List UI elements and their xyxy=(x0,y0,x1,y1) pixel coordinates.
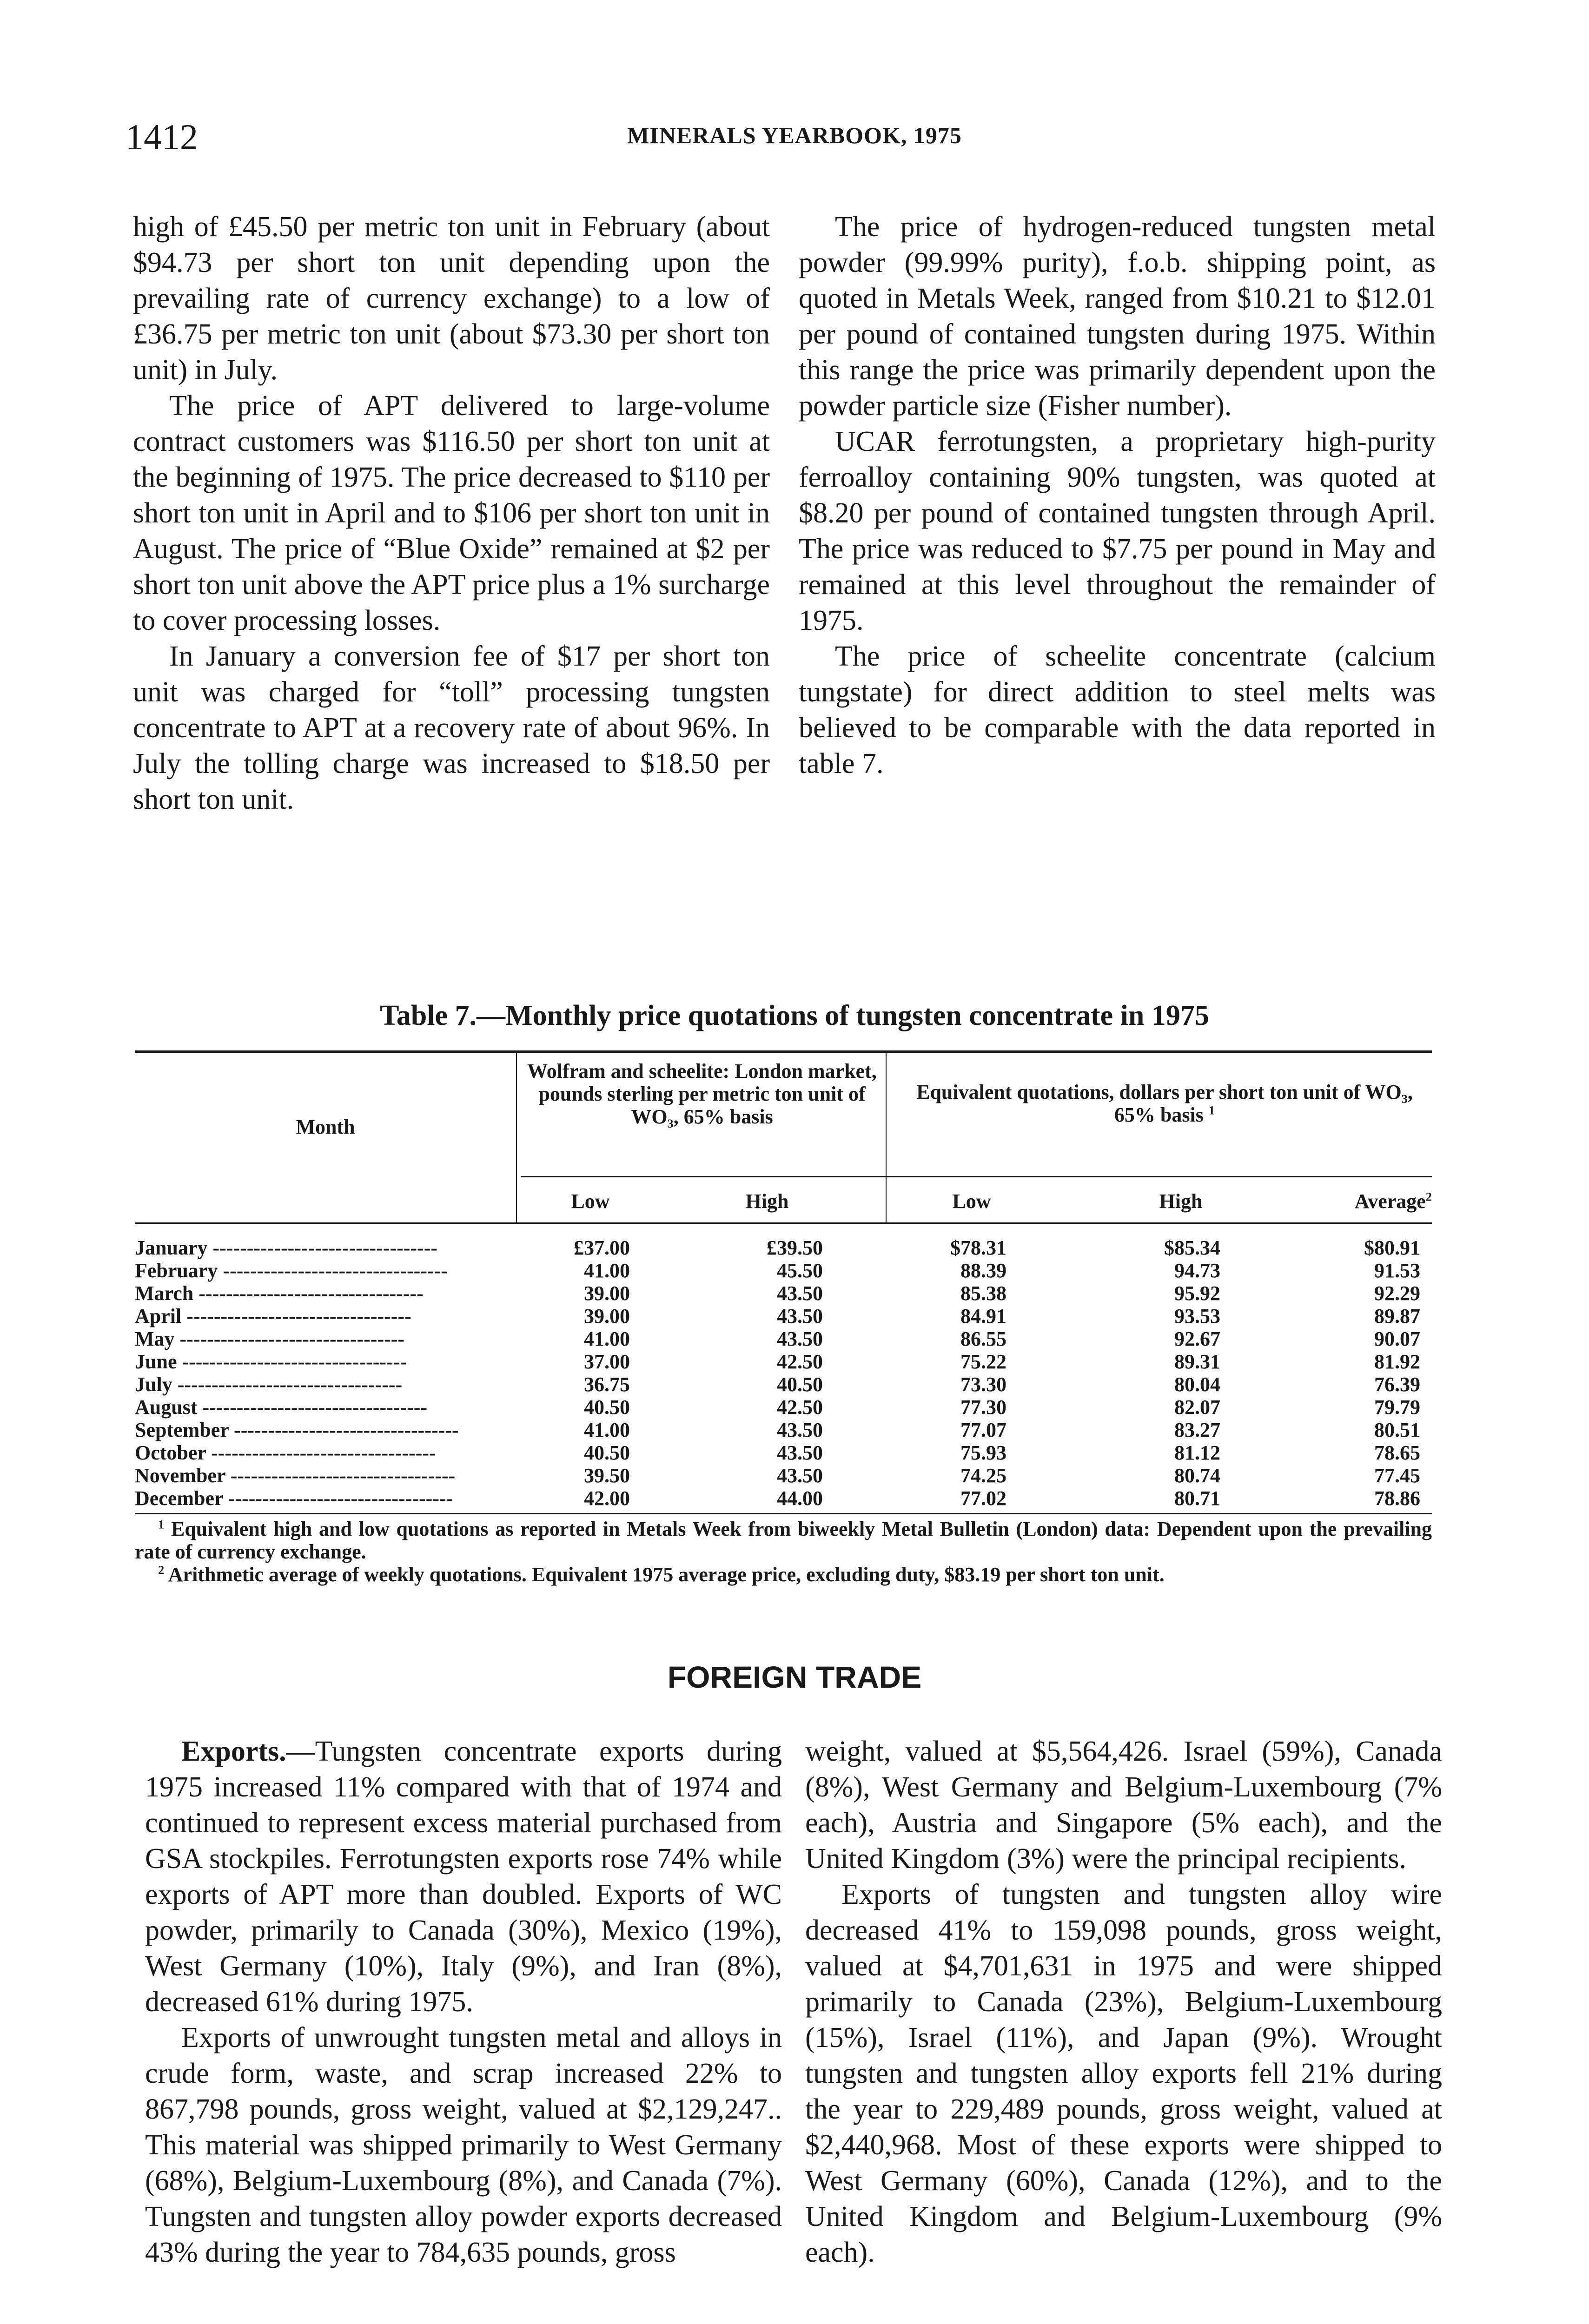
month-cell: September --------------------------------- xyxy=(135,1419,459,1441)
month-cell: June --------------------------------- xyxy=(135,1350,407,1373)
dollar-low-cell: 85.38 xyxy=(960,1282,1006,1305)
month-cell: December --------------------------------- xyxy=(135,1487,453,1510)
top-left-column xyxy=(133,209,770,818)
month-name: March xyxy=(135,1282,194,1305)
london-market-header: Wolfram and scheelite: London market, pounds sterling per metric ton unit of WO₃, 65% basis xyxy=(527,1060,877,1128)
london-low-cell: 39.00 xyxy=(584,1282,630,1305)
london-low-cell: 41.00 xyxy=(584,1259,630,1282)
average-cell: 81.92 xyxy=(1374,1350,1420,1373)
average-cell: 79.79 xyxy=(1374,1396,1420,1419)
average-cell: 80.51 xyxy=(1374,1419,1420,1441)
dollar-high-cell: 83.27 xyxy=(1174,1419,1220,1441)
month-name: April xyxy=(135,1305,182,1327)
london-high-cell: 42.50 xyxy=(777,1396,823,1419)
london-high-cell: 43.50 xyxy=(777,1327,823,1350)
paragraph: UCAR ferrotungsten, a proprietary high-purity ferroalloy containing 90% tungsten, was quoted at $8.20 per pound of contained tungsten through April. The price was reduced to $7.75 per pound in May and remained at this level throughout the remainder of 1975. xyxy=(799,426,1436,636)
month-name: November xyxy=(135,1464,225,1487)
top-right-column xyxy=(799,209,1436,782)
month-cell: May --------------------------------- xyxy=(135,1327,405,1350)
exports-lead: Exports. xyxy=(181,1736,286,1767)
month-cell: February --------------------------------- xyxy=(135,1259,448,1282)
month-cell: January --------------------------------- xyxy=(135,1236,438,1259)
paragraph: In January a conversion fee of $17 per short ton unit was charged for “toll” processing tungsten concentrate to APT at a recovery rate of about 96%. In July the tolling charge was increased to $18.50 per short ton unit. xyxy=(133,640,770,815)
london-low-cell: 37.00 xyxy=(584,1350,630,1373)
month-name: December xyxy=(135,1487,223,1510)
month-cell: April --------------------------------- xyxy=(135,1305,411,1327)
month-cell: August --------------------------------- xyxy=(135,1396,428,1419)
exports-text: —Tungsten concentrate exports during 1975 increased 11% compared with that of 1974 and continued to represent excess material purchased from GSA stockpiles. Ferrotungsten exports rose 74% while exports of APT more than doubled. Exports of WC powder, primarily to Canada (30%), Mexico (19%), West Germany (10%), Italy (9%), and Iran (8%), decreased 61% during 1975. xyxy=(145,1736,782,2018)
month-name: September xyxy=(135,1419,229,1441)
paragraph: weight, valued at $5,564,426. Israel (59%), Canada (8%), West Germany and Belgium-Luxembourg (7% each), Austria and Singapore (5% each), and the United Kingdom (3%) were the principal recipients. xyxy=(805,1736,1442,1875)
average-header xyxy=(1292,1190,1432,1213)
london-low-header: Low xyxy=(571,1190,610,1213)
month-name: October xyxy=(135,1441,206,1464)
table-row xyxy=(0,1464,1441,1487)
page-number: 1412 xyxy=(126,117,198,157)
average-cell: 76.39 xyxy=(1374,1373,1420,1396)
london-low-cell: 40.50 xyxy=(584,1396,630,1419)
table-top-rule xyxy=(135,1050,1432,1053)
paragraph: high of £45.50 per metric ton unit in February (about $94.73 per short ton unit depending upon the prevailing rate of currency exchange) to a low of £36.75 per metric ton unit (about $73.30 per short ton unit) in July. xyxy=(133,211,770,386)
paragraph xyxy=(145,1734,782,2020)
dollar-low-cell: 77.07 xyxy=(960,1419,1006,1441)
london-high-cell: 43.50 xyxy=(777,1441,823,1464)
footnote-ref: 1 xyxy=(1208,1103,1215,1117)
dollar-low-cell: 75.93 xyxy=(960,1441,1006,1464)
paragraph: The price of scheelite concentrate (calcium tungstate) for direct addition to steel melts was believed to be comparable with the data reported in table 7. xyxy=(799,640,1436,779)
london-low-cell: 36.75 xyxy=(584,1373,630,1396)
table-row xyxy=(0,1282,1441,1305)
dollar-high-cell: 80.04 xyxy=(1174,1373,1220,1396)
bottom-left-column xyxy=(145,1734,782,2271)
london-low-cell: 41.00 xyxy=(584,1419,630,1441)
month-name: June xyxy=(135,1350,177,1373)
month-name: July xyxy=(135,1373,172,1396)
average-cell: 92.29 xyxy=(1374,1282,1420,1305)
dollar-high-cell: 93.53 xyxy=(1174,1305,1220,1327)
month-cell: October --------------------------------- xyxy=(135,1441,436,1464)
average-cell: 89.87 xyxy=(1374,1305,1420,1327)
month-cell: November --------------------------------- xyxy=(135,1464,456,1487)
equivalent-header-text: Equivalent quotations, dollars per short ton unit of WO₃, 65% basis xyxy=(916,1081,1413,1126)
column-divider xyxy=(886,1053,887,1222)
table-row xyxy=(0,1373,1441,1396)
dollar-high-header: High xyxy=(1159,1190,1203,1213)
london-high-cell: 42.50 xyxy=(777,1350,823,1373)
paragraph: Exports of tungsten and tungsten alloy wire decreased 41% to 159,098 pounds, gross weight, valued at $4,701,631 in 1975 and were shipped primarily to Canada (23%), Belgium-Luxembourg (15%), Israel (11%), and Japan (9%). Wrought tungsten and tungsten alloy exports fell 21% during the year to 229,489 pounds, gross weight, valued at $2,440,968. Most of these exports were shipped to West Germany (60%), Canada (12%), and to the United Kingdom and Belgium-Luxembourg (9% each). xyxy=(805,1879,1442,2268)
london-low-cell: £37.00 xyxy=(574,1236,630,1259)
dollar-high-cell: 80.74 xyxy=(1174,1464,1220,1487)
london-low-cell: 40.50 xyxy=(584,1441,630,1464)
dollar-low-cell: $78.31 xyxy=(950,1236,1006,1259)
dollar-high-cell: 82.07 xyxy=(1174,1396,1220,1419)
table-row xyxy=(0,1327,1441,1350)
dollar-high-cell: $85.34 xyxy=(1164,1236,1220,1259)
footnote-text: Equivalent high and low quotations as reported in Metals Week from biweekly Metal Bulletin (London) data: Dependent upon the prevailing rate of currency exchange. xyxy=(135,1518,1432,1563)
london-high-cell: 43.50 xyxy=(777,1282,823,1305)
london-high-cell: 43.50 xyxy=(777,1305,823,1327)
table-title: Table 7.—Monthly price quotations of tungsten concentrate in 1975 xyxy=(380,1000,1209,1031)
average-cell: 78.65 xyxy=(1374,1441,1420,1464)
column-divider xyxy=(516,1053,517,1222)
average-cell: $80.91 xyxy=(1364,1236,1420,1259)
month-cell: July --------------------------------- xyxy=(135,1373,403,1396)
footnote xyxy=(135,1563,1432,1586)
average-cell: 78.86 xyxy=(1374,1487,1420,1510)
dollar-high-cell: 95.92 xyxy=(1174,1282,1220,1305)
dollar-high-cell: 80.71 xyxy=(1174,1487,1220,1510)
dollar-low-cell: 73.30 xyxy=(960,1373,1006,1396)
dollar-high-cell: 81.12 xyxy=(1174,1441,1220,1464)
dollar-low-cell: 86.55 xyxy=(960,1327,1006,1350)
london-high-cell: £39.50 xyxy=(767,1236,823,1259)
london-high-cell: 40.50 xyxy=(777,1373,823,1396)
london-high-cell: 43.50 xyxy=(777,1464,823,1487)
dollar-low-cell: 74.25 xyxy=(960,1464,1006,1487)
month-name: February xyxy=(135,1259,218,1282)
section-heading: FOREIGN TRADE xyxy=(667,1660,922,1694)
dollar-high-cell: 92.67 xyxy=(1174,1327,1220,1350)
price-table-body xyxy=(0,1236,1589,1515)
dollar-low-cell: 84.91 xyxy=(960,1305,1006,1327)
london-low-cell: 39.00 xyxy=(584,1305,630,1327)
dollar-low-cell: 77.30 xyxy=(960,1396,1006,1419)
footnote xyxy=(135,1518,1432,1563)
average-cell: 77.45 xyxy=(1374,1464,1420,1487)
london-low-cell: 41.00 xyxy=(584,1327,630,1350)
table-row xyxy=(0,1441,1441,1464)
london-low-cell: 39.50 xyxy=(584,1464,630,1487)
dollar-high-cell: 94.73 xyxy=(1174,1259,1220,1282)
month-name: May xyxy=(135,1327,175,1350)
dollar-low-cell: 77.02 xyxy=(960,1487,1006,1510)
paragraph: The price of hydrogen-reduced tungsten metal powder (99.99% purity), f.o.b. shipping point, as quoted in Metals Week, ranged from $10.21 to $12.01 per pound of contained tungsten during 1975. Within this range the price was primarily dependent upon the powder particle size (Fisher number). xyxy=(799,211,1436,422)
paragraph: Exports of unwrought tungsten metal and alloys in crude form, waste, and scrap increased 22% to 867,798 pounds, gross weight, valued at $2,129,247.. This material was shipped primarily to West Germany (68%), Belgium-Luxembourg (8%), and Canada (7%). Tungsten and tungsten alloy powder exports decreased 43% during the year to 784,635 pounds, gross xyxy=(145,2022,782,2268)
month-name: August xyxy=(135,1396,198,1419)
average-cell: 90.07 xyxy=(1374,1327,1420,1350)
table-row xyxy=(0,1487,1441,1510)
paragraph: The price of APT delivered to large-volume contract customers was $116.50 per short ton unit at the beginning of 1975. The price decreased to $110 per short ton unit in April and to $106 per short ton unit in August. The price of “Blue Oxide” remained at $2 per short ton unit above the APT price plus a 1% surcharge to cover processing losses. xyxy=(133,390,770,636)
month-name: January xyxy=(135,1236,208,1259)
dollar-low-cell: 88.39 xyxy=(960,1259,1006,1282)
average-cell: 91.53 xyxy=(1374,1259,1420,1282)
footnote-text: Arithmetic average of weekly quotations. Equivalent 1975 average price, excluding duty, $83.19 per short ton unit. xyxy=(168,1563,1165,1586)
footnote-mark: 2 xyxy=(158,1563,165,1577)
dollar-low-cell: 75.22 xyxy=(960,1350,1006,1373)
bottom-right-column xyxy=(805,1734,1442,2271)
equivalent-quotations-header xyxy=(911,1081,1418,1126)
table-row xyxy=(0,1419,1441,1441)
london-high-cell: 45.50 xyxy=(777,1259,823,1282)
running-title: MINERALS YEARBOOK, 1975 xyxy=(627,122,962,148)
london-high-header: High xyxy=(745,1190,789,1213)
table-footnotes xyxy=(135,1518,1432,1586)
table-row xyxy=(0,1305,1441,1327)
table-row xyxy=(0,1350,1441,1373)
london-low-cell: 42.00 xyxy=(584,1487,630,1510)
london-high-cell: 43.50 xyxy=(777,1419,823,1441)
column-header-rule xyxy=(135,1222,1432,1224)
footnote-mark: 1 xyxy=(158,1517,165,1532)
month-header: Month xyxy=(296,1116,355,1138)
dollar-low-header: Low xyxy=(952,1190,991,1213)
table-row xyxy=(0,1396,1441,1419)
average-label: Average xyxy=(1354,1190,1426,1213)
footnote-ref: 2 xyxy=(1425,1189,1432,1204)
london-high-cell: 44.00 xyxy=(777,1487,823,1510)
table-row xyxy=(0,1236,1441,1259)
dollar-high-cell: 89.31 xyxy=(1174,1350,1220,1373)
month-cell: March --------------------------------- xyxy=(135,1282,424,1305)
group-header-rule xyxy=(521,1176,1432,1177)
table-row xyxy=(0,1259,1441,1282)
